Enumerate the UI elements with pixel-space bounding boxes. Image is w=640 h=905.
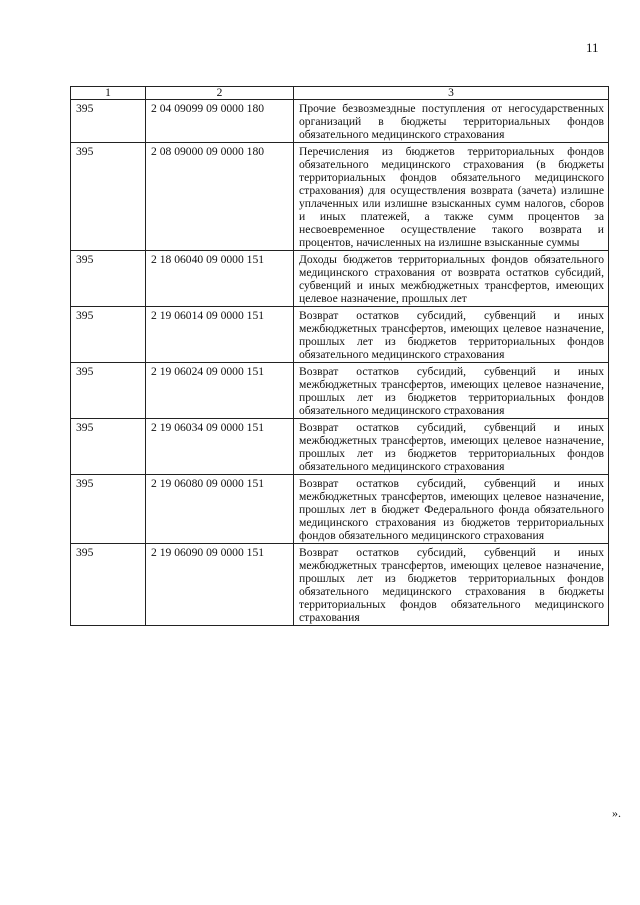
admin-code-cell: 395 [71,419,146,475]
admin-code-cell: 395 [71,544,146,626]
budget-code-cell: 2 19 06014 09 0000 151 [146,307,294,363]
table-row [71,363,609,419]
table-row [71,143,609,251]
description-cell: Перечисления из бюджетов территориальных фондов обязательного медицинского страхования (в бюджеты территориальных фондов обязательного медицинского страхования) для осуществления возврата (зачета) излишне уплаченных или излишне взысканных сумм налогов, сборов и иных платежей, а также сумм процентов за несвоевременное осуществление такого возврата и процентов, начисленных на излишне взысканные суммы [294,143,609,251]
admin-code-cell: 395 [71,251,146,307]
table-row [71,100,609,143]
budget-code-cell: 2 19 06034 09 0000 151 [146,419,294,475]
description-cell: Возврат остатков субсидий, субвенций и иных межбюджетных трансфертов, имеющих целевое назначение, прошлых лет из бюджетов территориальных фондов обязательного медицинского страхования [294,307,609,363]
description-cell: Возврат остатков субсидий, субвенций и иных межбюджетных трансфертов, имеющих целевое назначение, прошлых лет в бюджет Федерального фонда обязательного медицинского страхования из бюджетов территориальных фондов обязательного медицинского страхования [294,475,609,544]
column-header-2: 2 [146,87,294,100]
closing-quote: ». [612,806,621,820]
budget-code-cell: 2 19 06090 09 0000 151 [146,544,294,626]
budget-code-cell: 2 19 06080 09 0000 151 [146,475,294,544]
admin-code-cell: 395 [71,307,146,363]
page-number: 11 [586,40,599,55]
description-cell: Возврат остатков субсидий, субвенций и иных межбюджетных трансфертов, имеющих целевое назначение, прошлых лет из бюджетов территориальных фондов обязательного медицинского страхования [294,419,609,475]
table-row [71,251,609,307]
column-header-1: 1 [71,87,146,100]
description-cell: Возврат остатков субсидий, субвенций и иных межбюджетных трансфертов, имеющих целевое назначение, прошлых лет из бюджетов территориальных фондов обязательного медицинского страхования в бюджеты территориальных фондов обязательного медицинского страхования [294,544,609,626]
admin-code-cell: 395 [71,100,146,143]
description-cell: Возврат остатков субсидий, субвенций и иных межбюджетных трансфертов, имеющих целевое назначение, прошлых лет из бюджетов территориальных фондов обязательного медицинского страхования [294,363,609,419]
budget-code-cell: 2 04 09099 09 0000 180 [146,100,294,143]
budget-code-cell: 2 19 06024 09 0000 151 [146,363,294,419]
table-header-row [71,87,609,100]
table-row [71,475,609,544]
table-row [71,419,609,475]
column-header-3: 3 [294,87,609,100]
admin-code-cell: 395 [71,475,146,544]
description-cell: Прочие безвозмездные поступления от негосударственных организаций в бюджеты территориальных фондов обязательного медицинского страхования [294,100,609,143]
budget-codes-table [70,86,609,626]
budget-code-cell: 2 18 06040 09 0000 151 [146,251,294,307]
budget-code-cell: 2 08 09000 09 0000 180 [146,143,294,251]
description-cell: Доходы бюджетов территориальных фондов обязательного медицинского страхования от возврата остатков субсидий, субвенций и иных межбюджетных трансфертов, имеющих целевое назначение, прошлых лет [294,251,609,307]
table-row [71,307,609,363]
admin-code-cell: 395 [71,143,146,251]
admin-code-cell: 395 [71,363,146,419]
table-row [71,544,609,626]
